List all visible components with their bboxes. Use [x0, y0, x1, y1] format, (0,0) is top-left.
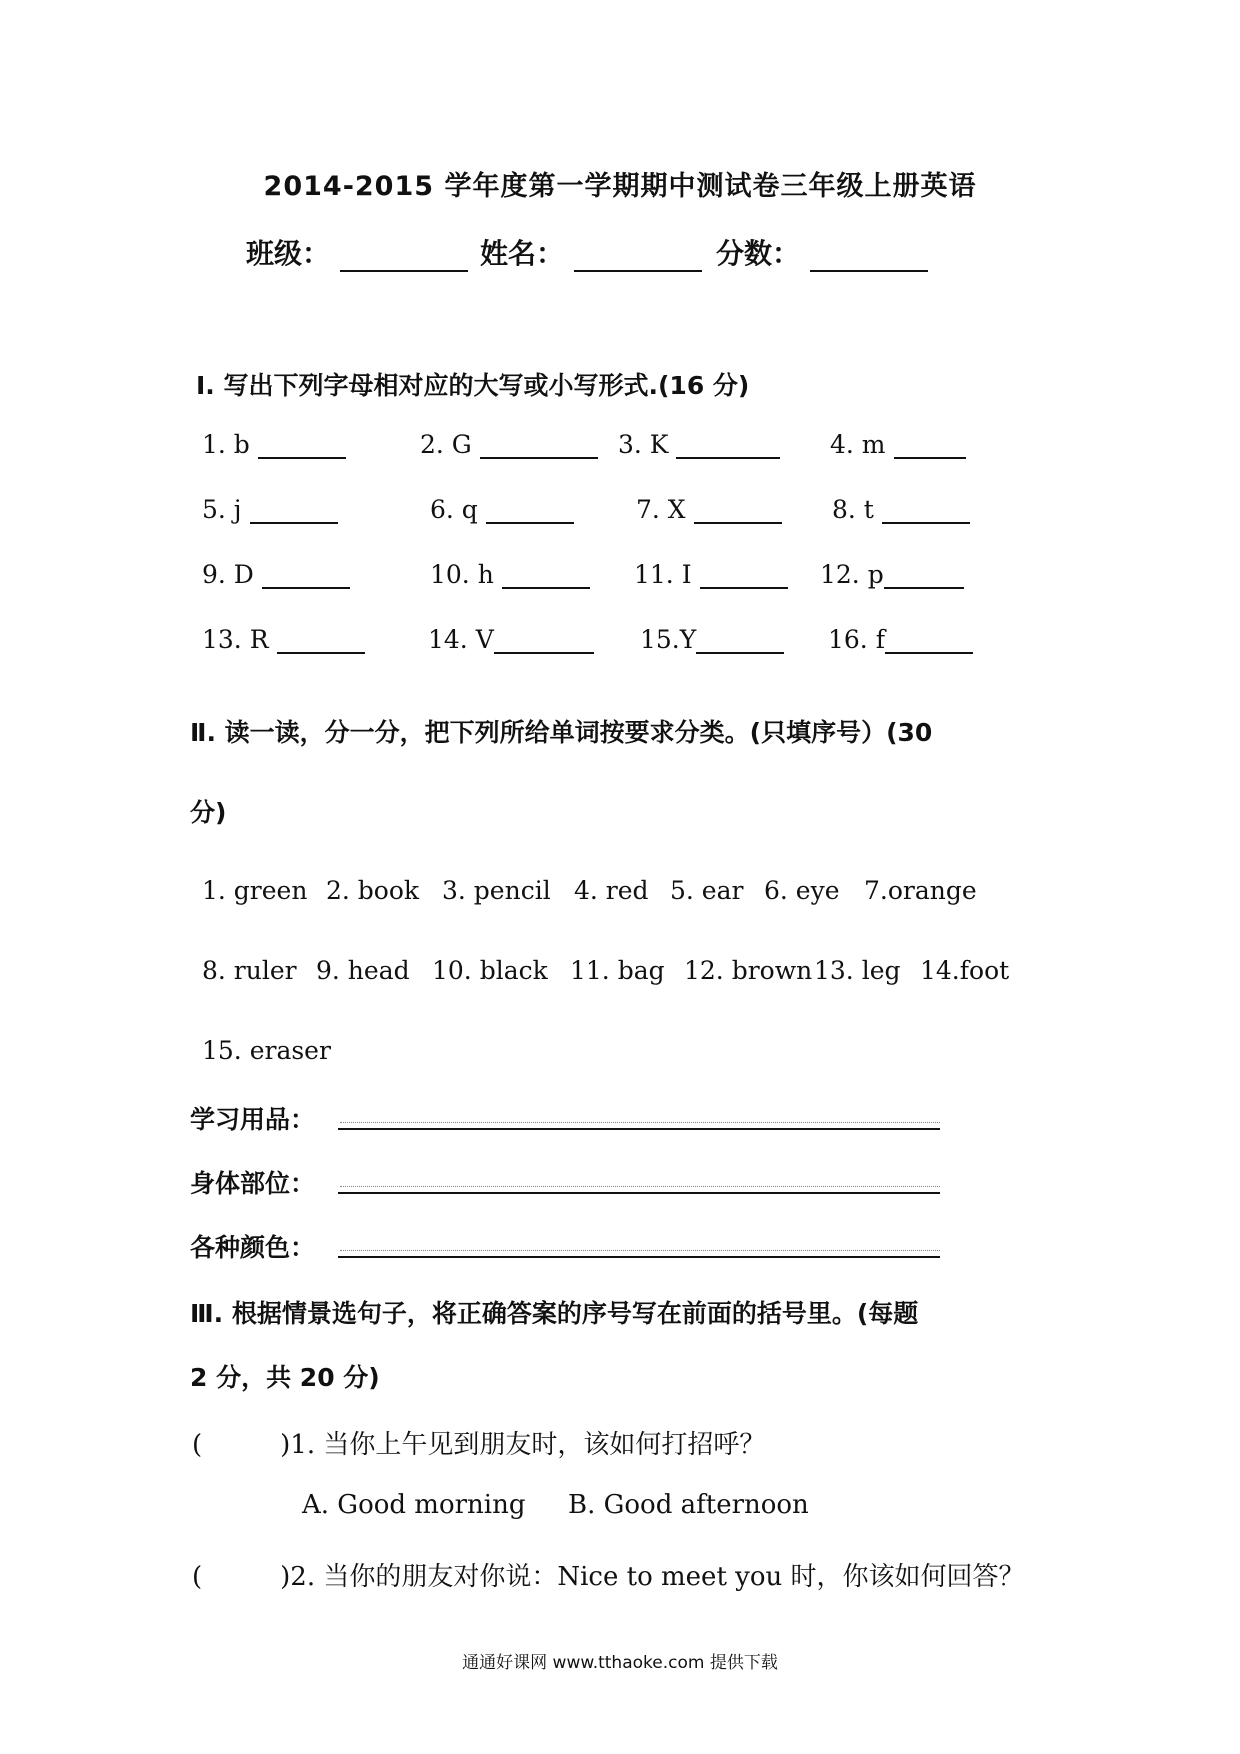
score-field	[716, 232, 928, 272]
answer-parentheses[interactable]: ( )	[192, 1430, 291, 1460]
name-label: 姓名：	[480, 237, 565, 270]
letter-item: 16. f	[828, 625, 973, 654]
score-blank[interactable]	[810, 242, 928, 272]
question-text: 1. 当你上午见到朋友时，该如何打招呼？	[290, 1430, 766, 1460]
letter-item: 9. D	[202, 560, 350, 589]
word-item: 12. brown	[684, 956, 813, 985]
footer-source: 通通好课网 www.tthaoke.com 提供下载	[462, 1653, 778, 1673]
name-blank[interactable]	[574, 242, 702, 272]
dotted-guide	[340, 1250, 940, 1251]
category-answer-body[interactable]	[338, 1192, 940, 1194]
section2-heading: Ⅱ. 读一读，分一分，把下列所给单词按要求分类。(只填序号）(30	[190, 718, 933, 747]
letter-item: 12. p	[820, 560, 964, 589]
answer-blank[interactable]	[894, 435, 966, 459]
answer-blank[interactable]	[494, 630, 594, 654]
answer-blank[interactable]	[277, 630, 365, 654]
answer-blank[interactable]	[250, 500, 338, 524]
letter-item: 6. q	[430, 495, 574, 524]
word-item: 11. bag	[570, 956, 665, 985]
answer-blank[interactable]	[480, 435, 598, 459]
word-item: 7.orange	[864, 876, 977, 905]
score-label: 分数：	[716, 237, 801, 270]
answer-blank[interactable]	[885, 630, 973, 654]
word-item: 1. green	[202, 876, 308, 905]
letter-item: 4. m	[830, 430, 966, 459]
option-a: A. Good morning	[302, 1490, 526, 1520]
option-b: B. Good afternoon	[568, 1490, 809, 1520]
word-item: 13. leg	[814, 956, 901, 985]
question-text: 2. 当你的朋友对你说：Nice to meet you 时，你该如何回答？	[290, 1562, 1025, 1592]
letter-item: 14. V	[428, 625, 594, 654]
letter-item: 5. j	[202, 495, 338, 524]
answer-blank[interactable]	[884, 565, 964, 589]
answer-blank[interactable]	[486, 500, 574, 524]
answer-blank[interactable]	[262, 565, 350, 589]
section3-heading-cont: 2 分，共 20 分)	[190, 1363, 380, 1392]
question-2	[192, 1556, 1025, 1593]
word-item: 8. ruler	[202, 956, 297, 985]
letter-item: 13. R	[202, 625, 365, 654]
class-field	[246, 232, 468, 272]
category-answer-supplies[interactable]	[338, 1128, 940, 1130]
word-item: 5. ear	[670, 876, 744, 905]
section1-heading: Ⅰ. 写出下列字母相对应的大写或小写形式.(16 分)	[196, 371, 750, 400]
letter-item: 8. t	[832, 495, 970, 524]
word-item: 10. black	[432, 956, 548, 985]
answer-blank[interactable]	[882, 500, 970, 524]
dotted-guide	[340, 1122, 940, 1123]
word-item: 2. book	[326, 876, 420, 905]
word-item: 15. eraser	[202, 1036, 331, 1065]
category-label-colors: 各种颜色：	[190, 1233, 316, 1262]
letter-item: 11. I	[634, 560, 788, 589]
section3-heading: Ⅲ. 根据情景选句子，将正确答案的序号写在前面的括号里。(每题	[190, 1299, 919, 1328]
answer-blank[interactable]	[694, 500, 782, 524]
section2-heading-cont: 分)	[190, 798, 227, 827]
answer-blank[interactable]	[700, 565, 788, 589]
category-label-body: 身体部位：	[190, 1169, 316, 1198]
word-item: 9. head	[316, 956, 410, 985]
category-answer-colors[interactable]	[338, 1256, 940, 1258]
letter-item: 2. G	[420, 430, 598, 459]
word-item: 3. pencil	[442, 876, 551, 905]
category-label-supplies: 学习用品：	[190, 1105, 316, 1134]
class-blank[interactable]	[340, 242, 468, 272]
answer-blank[interactable]	[696, 630, 784, 654]
dotted-guide	[340, 1186, 940, 1187]
letter-item: 10. h	[430, 560, 590, 589]
answer-parentheses[interactable]: ( )	[192, 1562, 291, 1592]
answer-blank[interactable]	[502, 565, 590, 589]
word-item: 14.foot	[920, 956, 1010, 985]
letter-item: 3. K	[618, 430, 780, 459]
word-item: 6. eye	[764, 876, 840, 905]
name-field	[480, 232, 702, 272]
letter-item: 7. X	[636, 495, 782, 524]
word-item: 4. red	[574, 876, 649, 905]
class-label: 班级：	[246, 237, 331, 270]
question-1	[192, 1424, 765, 1461]
letter-item: 1. b	[202, 430, 346, 459]
letter-item: 15.Y	[640, 625, 784, 654]
answer-blank[interactable]	[676, 435, 780, 459]
page-title: 2014-2015 学年度第一学期期中测试卷三年级上册英语	[263, 171, 977, 202]
answer-blank[interactable]	[258, 435, 346, 459]
